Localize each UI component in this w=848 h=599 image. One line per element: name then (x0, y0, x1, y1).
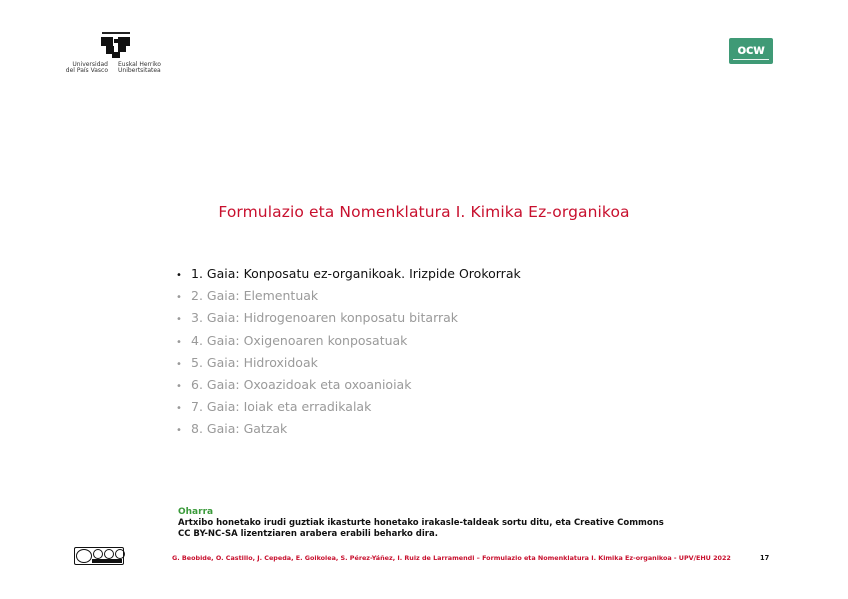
note-body-line2: CC BY-NC-SA lizentziaren arabera erabili beharko dira. (178, 529, 438, 539)
cc-attribution-icons (93, 549, 125, 559)
bullet: • (176, 425, 182, 437)
cc-label-strip (92, 559, 122, 563)
note-heading: Oharra (178, 507, 214, 517)
topic-item (176, 397, 521, 419)
note-body-line1: Artxibo honetako irudi guztiak ikasturte honetako irakasle-taldeak sortu ditu, eta Creative Commons (178, 518, 664, 528)
topic-label: 2. Gaia: Elementuak (191, 288, 319, 304)
cc-circle-icon (76, 549, 92, 563)
topic-item (176, 331, 521, 353)
footer-credits: G. Beobide, O. Castillo, J. Cepeda, E. Goikolea, S. Pérez-Yáñez, I. Ruiz de Larramendi – Formulazio eta Nomenklatura I. Kimika Ez-organikoa - UPV/EHU 2022 (172, 554, 731, 562)
topic-label: 3. Gaia: Hidrogenoaren konposatu bitarrak (191, 310, 459, 326)
bullet: • (176, 270, 182, 281)
bullet: • (176, 358, 182, 370)
topic-item (176, 375, 521, 397)
bullet: • (176, 381, 182, 393)
topic-item (176, 353, 521, 375)
cc-by-nc-sa-icon (74, 547, 124, 565)
bullet: • (176, 292, 182, 304)
topic-label: 8. Gaia: Gatzak (191, 421, 288, 437)
topic-label: 1. Gaia: Konposatu ez-organikoak. Irizpide Orokorrak (191, 266, 521, 281)
page-number: 17 (760, 554, 770, 562)
topic-label: 7. Gaia: Ioiak eta erradikalak (191, 399, 372, 415)
topic-item (176, 286, 521, 308)
university-name-es: Universidad del País Vasco (65, 61, 108, 74)
bullet: • (176, 336, 182, 348)
topic-label: 4. Gaia: Oxigenoaren konposatuak (191, 332, 408, 348)
ocw-logo: ocw (729, 38, 773, 64)
sa-icon (115, 549, 125, 559)
university-logo (62, 30, 172, 80)
topic-label: 5. Gaia: Hidroxidoak (191, 354, 318, 370)
topic-label: 6. Gaia: Oxoazidoak eta oxoanioiak (191, 377, 412, 393)
by-icon (93, 549, 103, 559)
slide-title: Formulazio eta Nomenklatura I. Kimika Ez-organikoa (218, 203, 630, 221)
topic-item (176, 419, 521, 441)
ehu-emblem-icon (98, 30, 134, 60)
topic-item (176, 308, 521, 330)
nc-icon (104, 549, 114, 559)
topic-item (176, 264, 521, 286)
bullet: • (176, 403, 182, 415)
university-name-eu: Euskal Herriko Unibertsitatea (118, 61, 161, 74)
bullet: • (176, 314, 182, 326)
license-note (178, 506, 738, 540)
topic-list (176, 264, 521, 442)
